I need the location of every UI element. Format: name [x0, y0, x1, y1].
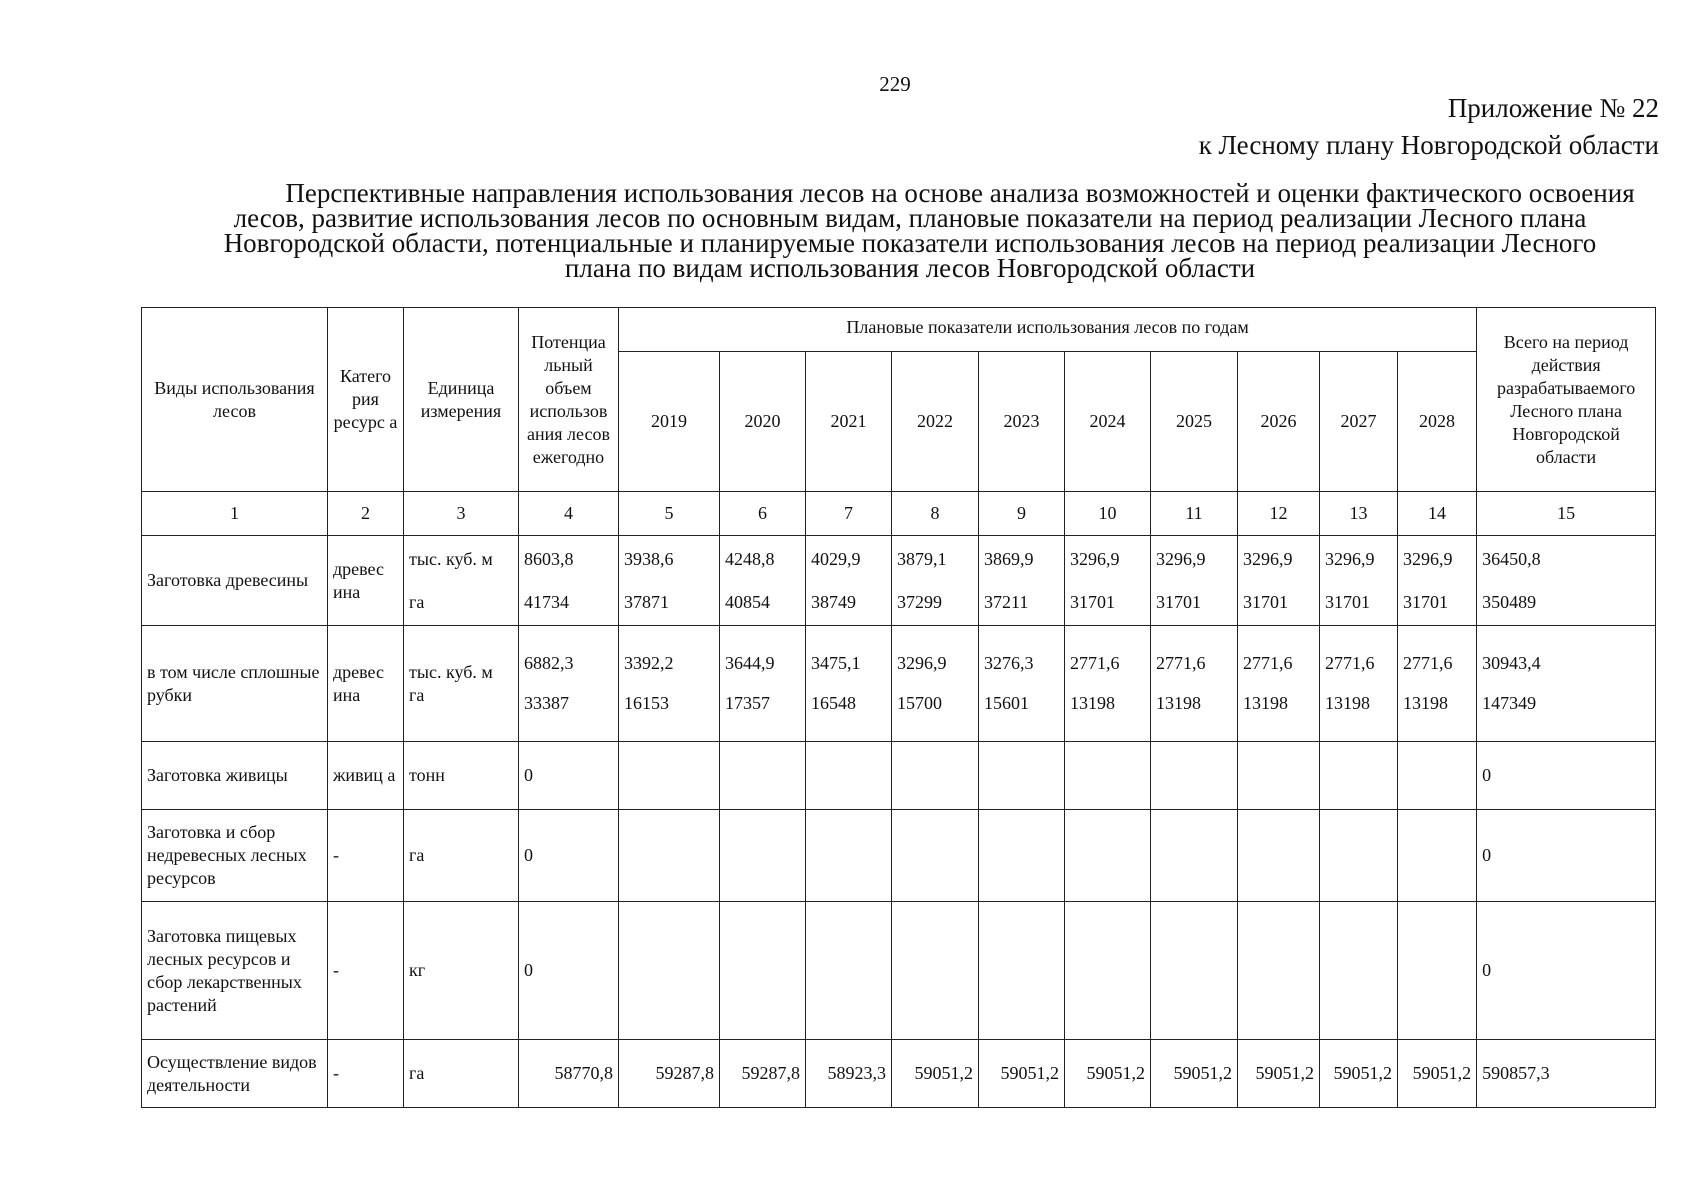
row-year-cell: [619, 626, 720, 742]
cell-value: 15601: [984, 693, 1029, 713]
forest-use-table: [141, 307, 1656, 1108]
cell-value: 2771,6: [1325, 653, 1375, 673]
row-unit: [404, 626, 519, 742]
cell-value: 13198: [1243, 693, 1288, 713]
unit-value: тыс. куб. м: [409, 661, 493, 682]
row-year-cell: [892, 810, 979, 902]
row-category: -: [328, 1040, 404, 1108]
row-unit: [404, 536, 519, 626]
column-number: 2: [328, 492, 404, 536]
row-year-cell: [619, 810, 720, 902]
cell-value: 2771,6: [1403, 653, 1453, 673]
header-year: 2027: [1320, 352, 1398, 492]
row-year-cell: [1320, 810, 1398, 902]
row-potential: 0: [519, 742, 619, 810]
column-number: 15: [1477, 492, 1656, 536]
cell-value: 16548: [811, 693, 856, 713]
row-unit: га: [404, 1040, 519, 1108]
appendix-reference: к Лесному плану Новгородской области: [1198, 130, 1659, 160]
cell-value: 13198: [1156, 693, 1201, 713]
row-year-cell: [1065, 742, 1151, 810]
header-category: Катего рия ресурс а: [328, 308, 404, 492]
cell-value: 36450,8: [1482, 548, 1541, 569]
row-category: древес ина: [328, 626, 404, 742]
row-kind: в том числе сплошные рубки: [142, 626, 328, 742]
header-year: 2026: [1238, 352, 1320, 492]
cell-value: 3392,2: [624, 653, 674, 673]
row-year-cell: [1320, 536, 1398, 626]
row-year-cell: [979, 536, 1065, 626]
row-year-cell: [1151, 626, 1238, 742]
row-year-cell: 59051,2: [1320, 1040, 1398, 1108]
column-number-row: [142, 492, 1656, 536]
row-year-cell: [979, 810, 1065, 902]
cell-value: 3296,9: [1156, 548, 1206, 569]
cell-value: 4029,9: [811, 548, 861, 569]
cell-value: 38749: [811, 591, 856, 612]
cell-value: 31701: [1156, 591, 1201, 612]
header-year: 2028: [1398, 352, 1477, 492]
header-total: Всего на период действия разрабатываемого Лесного плана Новгородской области: [1477, 308, 1656, 492]
cell-value: 17357: [725, 693, 770, 713]
row-year-cell: [1065, 536, 1151, 626]
row-year-cell: [1151, 742, 1238, 810]
cell-value: 3869,9: [984, 548, 1034, 569]
unit-value: га: [409, 684, 425, 705]
row-year-cell: [1320, 902, 1398, 1040]
header-year: 2025: [1151, 352, 1238, 492]
row-year-cell: [1151, 810, 1238, 902]
header-year: 2022: [892, 352, 979, 492]
cell-value: 31701: [1325, 591, 1370, 612]
unit-value: тыс. куб. м: [409, 548, 493, 569]
row-year-cell: 59051,2: [892, 1040, 979, 1108]
row-year-cell: [619, 742, 720, 810]
column-number: 4: [519, 492, 619, 536]
header-year: 2019: [619, 352, 720, 492]
row-year-cell: [979, 742, 1065, 810]
cell-value: 13198: [1070, 693, 1115, 713]
column-number: 7: [806, 492, 892, 536]
title-line: Перспективные направления использования лесов на основе анализа возможностей и оценки фактического освоения: [285, 178, 1635, 208]
row-year-cell: [720, 810, 806, 902]
row-year-cell: [720, 902, 806, 1040]
row-year-cell: 59051,2: [1398, 1040, 1477, 1108]
cell-value: 6882,3: [524, 653, 574, 673]
row-year-cell: 59051,2: [979, 1040, 1065, 1108]
title-line: Новгородской области, потенциальные и планируемые показатели использования лесов на период реализации Лесного: [223, 228, 1597, 258]
cell-value: 147349: [1482, 693, 1537, 713]
row-year-cell: [892, 742, 979, 810]
row-year-cell: [892, 902, 979, 1040]
row-total: 0: [1477, 902, 1656, 1040]
cell-value: 350489: [1482, 591, 1537, 612]
column-number: 13: [1320, 492, 1398, 536]
row-year-cell: 58923,3: [806, 1040, 892, 1108]
row-year-cell: [1238, 902, 1320, 1040]
row-kind: Заготовка живицы: [142, 742, 328, 810]
row-year-cell: 59051,2: [1065, 1040, 1151, 1108]
row-year-cell: [806, 902, 892, 1040]
row-potential: [519, 626, 619, 742]
row-year-cell: [1398, 626, 1477, 742]
column-number: 12: [1238, 492, 1320, 536]
cell-value: 37299: [897, 591, 942, 612]
cell-value: 3296,9: [1325, 548, 1375, 569]
document-title: [160, 178, 1660, 283]
row-category: -: [328, 902, 404, 1040]
header-year: 2023: [979, 352, 1065, 492]
header-year: 2024: [1065, 352, 1151, 492]
row-year-cell: [619, 536, 720, 626]
row-potential: [519, 536, 619, 626]
cell-value: 16153: [624, 693, 669, 713]
row-year-cell: [806, 536, 892, 626]
row-year-cell: [1398, 810, 1477, 902]
column-number: 3: [404, 492, 519, 536]
row-kind: Заготовка древесины: [142, 536, 328, 626]
row-year-cell: [720, 626, 806, 742]
row-category: древес ина: [328, 536, 404, 626]
row-year-cell: 59051,2: [1238, 1040, 1320, 1108]
row-year-cell: [1238, 742, 1320, 810]
row-kind: Заготовка и сбор недревесных лесных ресурсов: [142, 810, 328, 902]
column-number: 5: [619, 492, 720, 536]
row-total: [1477, 626, 1656, 742]
cell-value: 30943,4: [1482, 653, 1541, 673]
cell-value: 3644,9: [725, 653, 775, 673]
column-number: 1: [142, 492, 328, 536]
table-row: [142, 810, 1656, 902]
column-number: 14: [1398, 492, 1477, 536]
table-row: [142, 742, 1656, 810]
header-planned: Плановые показатели использования лесов по годам: [619, 308, 1477, 352]
row-year-cell: [1320, 742, 1398, 810]
row-kind: Заготовка пищевых лесных ресурсов и сбор лекарственных растений: [142, 902, 328, 1040]
row-year-cell: [892, 536, 979, 626]
cell-value: 13198: [1325, 693, 1370, 713]
row-year-cell: 59287,8: [720, 1040, 806, 1108]
row-total: 590857,3: [1477, 1040, 1656, 1108]
header-year: 2020: [720, 352, 806, 492]
cell-value: 2771,6: [1243, 653, 1293, 673]
cell-value: 40854: [725, 591, 770, 612]
cell-value: 31701: [1403, 591, 1448, 612]
row-year-cell: [1238, 626, 1320, 742]
column-number: 11: [1151, 492, 1238, 536]
row-year-cell: 59051,2: [1151, 1040, 1238, 1108]
cell-value: 4248,8: [725, 548, 775, 569]
row-year-cell: [1320, 626, 1398, 742]
header-kind: Виды использования лесов: [142, 308, 328, 492]
row-year-cell: [1151, 902, 1238, 1040]
cell-value: 2771,6: [1156, 653, 1206, 673]
row-year-cell: [1065, 810, 1151, 902]
cell-value: 15700: [897, 693, 942, 713]
cell-value: 3938,6: [624, 548, 674, 569]
row-year-cell: [1238, 810, 1320, 902]
header-unit: Единица измерения: [404, 308, 519, 492]
row-year-cell: [806, 626, 892, 742]
row-unit: кг: [404, 902, 519, 1040]
appendix-number: Приложение № 22: [1447, 93, 1659, 123]
cell-value: 2771,6: [1070, 653, 1120, 673]
row-year-cell: [1238, 536, 1320, 626]
row-year-cell: [1065, 626, 1151, 742]
column-number: 10: [1065, 492, 1151, 536]
row-year-cell: [979, 626, 1065, 742]
row-potential: 58770,8: [519, 1040, 619, 1108]
header-year: 2021: [806, 352, 892, 492]
row-unit: тонн: [404, 742, 519, 810]
cell-value: 13198: [1403, 693, 1448, 713]
unit-value: га: [409, 591, 425, 612]
title-line: лесов, развитие использования лесов по основным видам, плановые показатели на период реализации Лесного плана: [233, 203, 1587, 233]
cell-value: 3879,1: [897, 548, 947, 569]
row-year-cell: [979, 902, 1065, 1040]
row-year-cell: [806, 742, 892, 810]
cell-value: 37211: [984, 591, 1029, 612]
cell-value: 31701: [1243, 591, 1288, 612]
page-number: 229: [879, 72, 911, 96]
cell-value: 41734: [524, 591, 569, 612]
row-year-cell: [619, 902, 720, 1040]
title-line: плана по видам использования лесов Новгородской области: [564, 253, 1256, 283]
row-year-cell: [720, 742, 806, 810]
column-number: 9: [979, 492, 1065, 536]
cell-value: 37871: [624, 591, 669, 612]
row-year-cell: 59287,8: [619, 1040, 720, 1108]
row-unit: га: [404, 810, 519, 902]
row-kind: Осуществление видов деятельности: [142, 1040, 328, 1108]
cell-value: 3296,9: [897, 653, 947, 673]
table-row: [142, 1040, 1656, 1108]
row-total: 0: [1477, 810, 1656, 902]
cell-value: 3296,9: [1403, 548, 1453, 569]
cell-value: 31701: [1070, 591, 1115, 612]
column-number: 8: [892, 492, 979, 536]
cell-value: 3296,9: [1070, 548, 1120, 569]
row-year-cell: [1398, 536, 1477, 626]
row-category: живиц а: [328, 742, 404, 810]
row-year-cell: [1398, 902, 1477, 1040]
row-category: -: [328, 810, 404, 902]
table-row: [142, 902, 1656, 1040]
cell-value: 3475,1: [811, 653, 861, 673]
row-year-cell: [1398, 742, 1477, 810]
table-row: [142, 536, 1656, 626]
row-year-cell: [720, 536, 806, 626]
cell-value: 8603,8: [524, 548, 574, 569]
row-year-cell: [1151, 536, 1238, 626]
cell-value: 33387: [524, 693, 569, 713]
row-total: 0: [1477, 742, 1656, 810]
column-number: 6: [720, 492, 806, 536]
row-year-cell: [806, 810, 892, 902]
row-potential: 0: [519, 810, 619, 902]
row-total: [1477, 536, 1656, 626]
cell-value: 3296,9: [1243, 548, 1293, 569]
header-potential: Потенциа льный объем использов ания лесов ежегодно: [519, 308, 619, 492]
row-potential: 0: [519, 902, 619, 1040]
cell-value: 3276,3: [984, 653, 1034, 673]
row-year-cell: [1065, 902, 1151, 1040]
row-year-cell: [892, 626, 979, 742]
table-row: [142, 626, 1656, 742]
